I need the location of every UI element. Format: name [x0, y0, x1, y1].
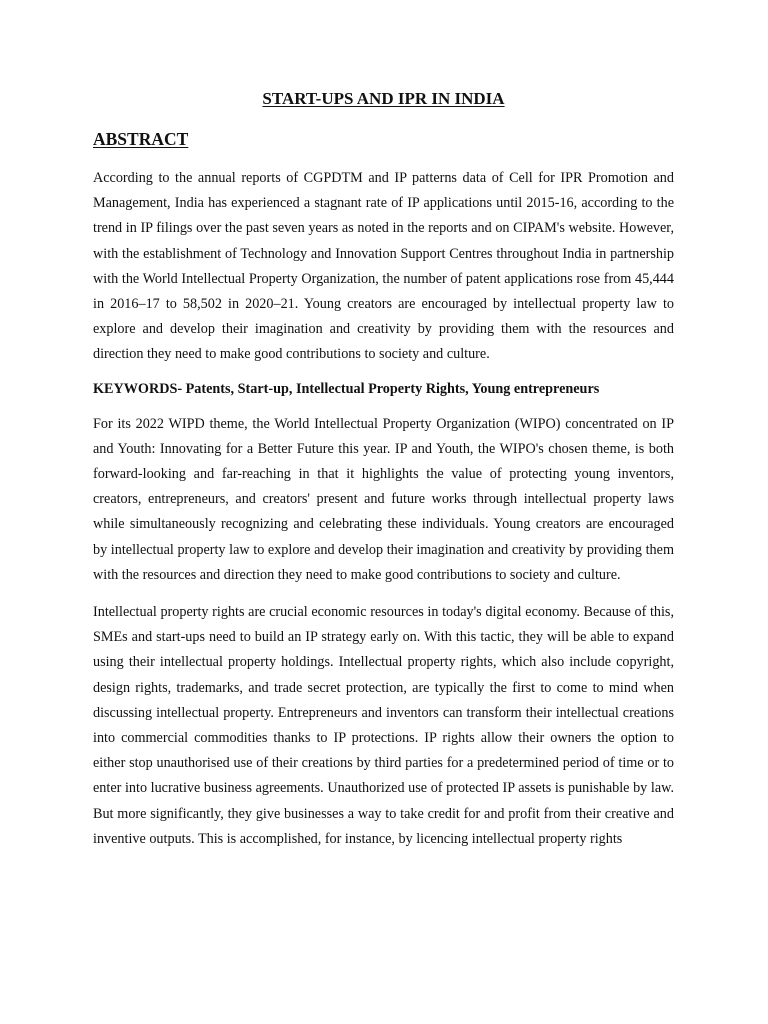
body-paragraph-wipo: For its 2022 WIPD theme, the World Intellectual Property Organization (WIPO) concentrated on IP and Youth: Innovating for a Better Future this year. IP and Youth, the WIPO's chosen theme, is both forward-looking and far-reaching in that it highlights the value of protecting young inventors, creators, entrepreneurs, and creators' present and future works through intellectual property laws while simultaneously recognizing and celebrating these individuals. Young creators are encouraged by intellectual property law to explore and develop their imagination and creativity by providing them with the resources and direction they need to make good contributions to society and culture.: [93, 415, 674, 583]
abstract-paragraph: According to the annual reports of CGPDTM and IP patterns data of Cell for IPR Promotion and Management, India has experienced a stagnant rate of IP applications until 2015-16, according to the trend in IP filings over the past seven years as noted in the reports and on CIPAM's website. However, with the establishment of Technology and Innovation Support Centres throughout India in partnership with the World Intellectual Property Organization, the number of patent applications rose from 45,444 in 2016–17 to 58,502 in 2020–21. Young creators are encouraged by intellectual property law to explore and develop their imagination and creativity by providing them with the resources and direction they need to make good contributions to society and culture.: [93, 170, 674, 363]
document-page: [93, 88, 674, 852]
abstract-heading: ABSTRACT: [93, 129, 189, 149]
document-title: START-UPS AND IPR IN INDIA: [262, 89, 505, 108]
body-paragraph-ipr: Intellectual property rights are crucial economic resources in today's digital economy. Because of this, SMEs and start-ups need to build an IP strategy early on. With this tactic, they will be able to expand using their intellectual property holdings. Intellectual property rights, which also include copyright, design rights, trademarks, and trade secret protection, are typically the first to come to mind when discussing intellectual property. Entrepreneurs and inventors can transform their intellectual creations into commercial commodities thanks to IP protections. IP rights allow their owners the option to either stop unauthorised use of their creations by third parties for a predetermined period of time or to enter into lucrative business agreements. Unauthorized use of protected IP assets is punishable by law. But more significantly, they give businesses a way to take credit for and profit from their creative and inventive outputs. This is accomplished, for instance, by licencing intellectual property rights: [93, 604, 674, 847]
keywords-line: KEYWORDS- Patents, Start-up, Intellectual Property Rights, Young entrepreneurs: [93, 380, 600, 397]
